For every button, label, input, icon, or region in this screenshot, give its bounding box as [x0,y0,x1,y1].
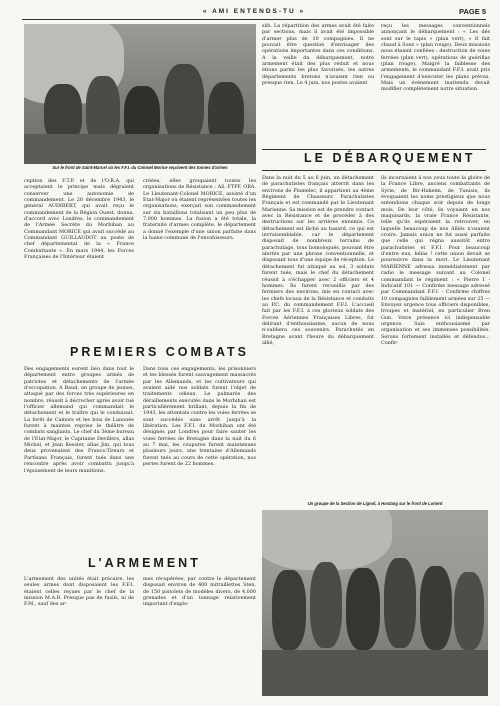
page-number: PAGE 5 [459,7,486,16]
text-col-a2: Des engagements eurent lieu dans tout le département entre groupes armés de patriotes et détachements de l'armée d'occupation. A Baud, un groupe de jeunes, attaqué par des forces très supérieures en nombre, réussit à décrocher après avoir tué l'officier allemand qui commandait le détachement et le traître qui le conduisait. La forêt de Camors et les bois de Lanouée furent à maintes reprise le théâtre de combats sanglants. Le chef du 3ème bureau de l'Etat-Major, le Capitaine Devillers, allas Michel, et Jean Kessler, allas Jim, qui tous deux provenaient des Francs-Tireurs et Partisans Français, furent tués dans une rencontre après avoir combattu jusqu'à l'épuisement de leurs munitions. [24,366,134,474]
text-col-b1: créées, elles groupaient toutes les organisations de Résistance : AS. FTPF, ORA. Le Lieutenant-Colonel MORICE, assisté d'un Etat-Major où étaient représentées toutes les organisations, exerçait son commandement sur six bataillons totalisant un peu plus de 7.000 hommes. La fusion a été totale, la fraternité d'armes complète, le département a donné l'exemple d'une union parfaite dans la haine commune de l'envahisseurs. [143,178,256,242]
page-header [22,6,486,20]
section-armement: L'ARMEMENT [88,556,201,570]
photo-section-lignol [262,510,488,696]
text-col-d2: ils incarnaient à nos yeux toute la gloire de la France Libre, anciens combattants de Syrie, de Bir-Hakeim, de Tunisie, ils évoquaient les noms prestigieux que nous entendions chaque soir depuis de longs mois. De leur côté, ils voyaient en nos maquisards, la vraie France Résistante, telle qu'ils espéraient la retrouver, en laquelle beaucoup de nos Alliés n'osaient croire. Jamais union ne fut aussi parfaite que celle qui régna aussitôt entre parachutistes et F.F.I. Pour beaucoup d'entre eux, hélas ! cette union devait se poursuivre dans la mort. Le Lieutenant MARIENNE adressa immédiatement par radio le message suivant au Colonel commandant le régiment : « Pierre I - Indicatif 101 — Confirme message adressé par Commandant F.F.I. - Confirme chiffres 10 compagnies faiblement armées sur 25 — Envoyez urgence tous officiers disponibles, troupes et matériel, en particulier Bren Gun. Votre présence ici indispensable urgence. Suis enthousiasmé par organisation et ses immenses possibilités. Serons fortement installés et défendus... Confir- [381,175,490,346]
text-col-b2: Dans tous ces engagements, les prisonniers et les blessés furent sauvagement massacrés par les Allemands, et les cultivateurs qui avaient aidé nos soldats furent l'objet de traitements odieux. Le palmarès des déraillements exécutés dans le Morbihan est particulièrement brillant, depuis la fin de 1943, les attentats contre les voies ferrées se sont succédés sans arrêt jusqu'à la libération. Les F.F.I. du Morbihan ont été désignés par Londres pour faire sauter les voies ferrées de Bretagne dans la nuit du 6 au 7 mai, les coupures furent maintenues plusieurs jours, une trentaine d'Allemands furent tués au cours de cette opération, nos pertes furent de 22 hommes. [143,366,256,468]
journal-title: « AMI ENTENDS-TU » [202,8,306,15]
header-rule [22,19,486,20]
text-col-c2: Dans la nuit du 5 au 6 juin, un détachement de parachutistes français atterrit dans les environs de Plumelec, il appartient au 4ème Régiment de Chasseurs Parachutistes Français et est commandé par le Lieutenant Marienne. Sa mission est de prendre contact avec la Résistance et de procéder à des destructions sur les arrières ennemis. Ce détachement est lâché au hasard, ce qui est invraisemblable, car le département disposait de nombreux terrains de parachutage, tous homologués, pouvant être alertés par une phrase conventionnelle, et disposant tous d'une équipe de réception. Le détachement fut attaqué au sol, 3 soldats furent tués, mais le chef du détachement réussit à s'échapper avec 2 officiers et 4 hommes. Ils furent recueillis par des fermiers des environs, mis en contact avec les chefs locaux de la Résistance et conduits au P.C. du commandement F.F.I. L'accueil fait par les F.F.I. à ces glorieux soldats des Forces Aériennes Françaises Libres, fut délirant d'enthousiasme, aucun de nous n'oubliera ces souvenirs. Parachutés en Bretagne avant l'heure du débarquement allié, [262,175,374,346]
section-premiers-combats: PREMIERS COMBATS [70,345,250,359]
text-col-c1: sifs. La répartition des armes avait été faite par sections, mais il avait été impossible d'armer plus de 10 compagnies. Il ne pouvait être question d'envisager des opérations importantes dans ces conditions. A la veille du débarquement, notre armement était des plus réduit et nous étions parmi les plus favorisés, les autres départements bretons n'avaient rien ou presque rien. Le 4 juin, nos postes avaient [262,23,374,87]
text-col-a3: L'armement des unités était précaire, les seules armes dont disposaient les F.F.I. étaient celles reçues par le chef de la mission M.A.B. Presque pas de fusils, ni de F.M., sauf des ar- [24,576,134,608]
text-col-a1: ception des F.T.P. et de l'O.R.A. qui acceptaient le principe mais dégraient conserver une autonomie de commandement. Le 20 décembre 1943, le général AUDIBERT, qui avait reçu le commandement de la Région Ouest, donna, d'accord avec Londres, le commandement de l'Armée Secrète du Morbihan au Commandant MORICE qui avait succédé au Commandant GUILLAUDOT au poste de chef départemental de la « France Combattante ». En mars 1944, les Forces Françaises de l'Intérieur étaient [24,178,134,261]
debarquement-rule-bottom [262,170,486,171]
text-col-d1: reçu les messages conventionnels annonçant le débarquement : « Les dés sont sur le tapis » (plan vert), « Il fait chaud à Suez » (plan rouge). Deux missions nous étaient confiées : destruction de voies ferrées (plan vert), opérations de guérillas (plan rouge). Malgré la faiblesse des armements, le commandant F.F.I. avait pris l'engagement d'exécuter les plans prévus. Mais un événement inattendu devait modifier complètement notre situation. [381,23,490,93]
debarquement-rule-top [262,149,486,150]
photo-arms-drop [24,24,256,164]
text-col-b3: mes récupérées, par contre le département disposait environ de 400 mitraillettes Sten, de 150 pistolets de modèles divers, de 4.000 grenades et d'un tonnage relativement important d'explo- [143,576,256,608]
section-debarquement: LE DÉBARQUEMENT [304,151,476,165]
photo-top-caption: Sur le front de Saint-Marcel où les F.F.I. du Colonel Morice reçoivent des tonnes d'armes [52,165,228,170]
photo-bottom-caption: Un groupe de la Section de Lignol, à Hostang sur le front de Lorient [307,501,443,506]
